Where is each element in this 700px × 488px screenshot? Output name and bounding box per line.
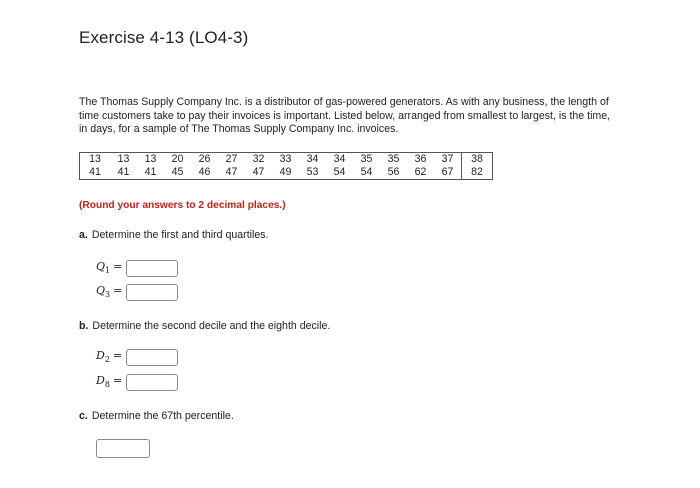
table-cell: 37: [441, 153, 454, 165]
table-cell: 34: [306, 153, 319, 165]
q3-subscript: 3: [105, 290, 111, 300]
d2-answer-row: [96, 347, 178, 367]
table-cell: 35: [360, 153, 373, 165]
table-cell: 35: [387, 153, 400, 165]
question-c-text: Determine the 67th percentile.: [91, 410, 234, 422]
table-cell: 36: [414, 153, 427, 165]
table-cell: 41: [144, 166, 157, 178]
q1-symbol: Q: [96, 260, 106, 274]
d8-symbol: D: [96, 374, 105, 388]
question-a-letter: a.: [79, 229, 88, 241]
table-row-1: [80, 153, 493, 167]
equals-sign: =: [113, 284, 123, 298]
table-cell: 62: [414, 166, 427, 178]
question-a-text: Determine the first and third quartiles.: [91, 229, 269, 241]
d2-subscript: 2: [104, 355, 110, 365]
table-cell: 13: [144, 153, 157, 165]
d2-symbol: D: [96, 349, 105, 363]
table-cell: 47: [225, 166, 238, 178]
question-b: [79, 320, 330, 332]
table-cell: 53: [306, 166, 319, 178]
table-cell: 67: [441, 166, 454, 178]
table-cell: 27: [225, 153, 238, 165]
q1-subscript: 1: [105, 266, 111, 276]
question-b-letter: b.: [79, 320, 89, 332]
q3-label: [96, 284, 126, 299]
question-c-letter: c.: [79, 410, 88, 422]
q1-answer-row: [96, 258, 178, 278]
d8-input[interactable]: [126, 374, 178, 391]
q1-input[interactable]: [126, 260, 178, 277]
table-cell: 20: [171, 153, 184, 165]
table-cell: 41: [117, 166, 130, 178]
table-cell: 82: [462, 166, 493, 180]
d8-answer-row: [96, 372, 178, 392]
question-c: [79, 410, 234, 422]
percentile-answer-row: [96, 438, 150, 458]
table-cell: 34: [333, 153, 346, 165]
table-cell: 54: [333, 166, 346, 178]
table-cell: 56: [387, 166, 400, 178]
table-cell: 49: [279, 166, 292, 178]
table-cell: 38: [462, 153, 493, 167]
exercise-title: Exercise 4-13 (LO4-3): [79, 28, 249, 47]
equals-sign: =: [112, 374, 123, 388]
equals-sign: =: [112, 349, 123, 363]
table-cell: 13: [117, 153, 130, 165]
d8-subscript: 8: [104, 380, 110, 390]
d2-input[interactable]: [126, 349, 178, 366]
q3-symbol: Q: [96, 284, 106, 298]
table-cell: 54: [360, 166, 373, 178]
q1-label: [96, 260, 126, 275]
table-cell: 47: [252, 166, 265, 178]
table-cell: 13: [89, 153, 101, 165]
table-cell: 41: [89, 166, 101, 178]
problem-description: The Thomas Supply Company Inc. is a distributor of gas-powered generators. As with any business, the length of time customers take to pay their invoices is important. Listed below, arranged from smallest to largest, is the time, in days, for a sample of The Thomas Supply Company Inc. invoices.: [79, 96, 611, 135]
percentile-67-input[interactable]: [96, 439, 150, 458]
d8-label: [96, 374, 126, 389]
table-cell: 32: [252, 153, 265, 165]
table-cell: 45: [171, 166, 184, 178]
table-cell: 33: [279, 153, 292, 165]
q3-input[interactable]: [126, 284, 178, 301]
d2-label: [96, 349, 126, 364]
table-row-2: [80, 166, 493, 180]
table-cell: 26: [198, 153, 211, 165]
rounding-instruction: (Round your answers to 2 decimal places.): [79, 200, 286, 211]
q3-answer-row: [96, 282, 178, 302]
question-b-text: Determine the second decile and the eighth decile.: [92, 320, 331, 332]
question-a: [79, 229, 269, 241]
equals-sign: =: [113, 260, 123, 274]
table-cell: 46: [198, 166, 211, 178]
invoice-days-table: [79, 152, 493, 180]
